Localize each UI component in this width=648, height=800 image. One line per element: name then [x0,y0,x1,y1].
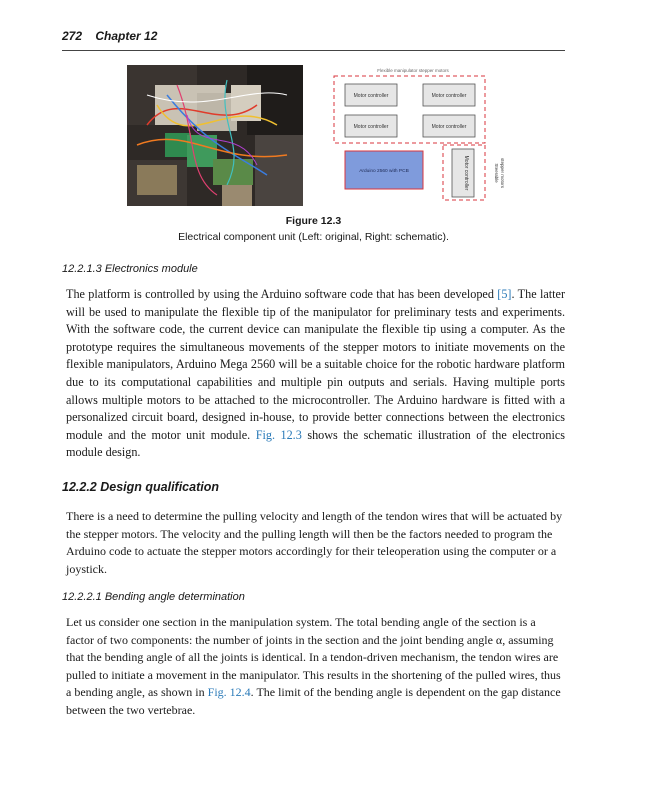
section-heading-electronics: 12.2.1.3 Electronics module [62,263,198,275]
vertical-motor-controller-box [452,149,474,197]
side-label-steerable: Steerable [494,163,499,183]
electronics-photo [127,65,303,206]
electronics-schematic [328,65,506,210]
side-label-stepper-motors: stepper motors [500,157,505,189]
motor-controller-label: Motor controller [431,93,467,99]
paragraph-text: . The limit of the bending angle is dependent on the gap distance between the two vertebrae. [66,685,561,717]
figure-label: Figure 12.3 [285,215,342,227]
figure-caption: Electrical component unit (Left: original, Right: schematic). [178,231,449,243]
page-number: 272 [62,29,83,43]
running-header [62,29,157,43]
motor-controller-label: Motor controller [431,124,467,130]
paragraph-text: The platform is controlled by using the Arduino software code that has been developed [66,287,498,301]
paragraph-bending-angle [66,614,565,720]
paragraph-text: Let us consider one section in the manipulation system. The total bending angle of the section is a factor of two components: the number of joints in the section and the joint bending angle α, assuming that the bending angle of all the joints is identical. In a tendon-driven mechanism, the tendon wires are pulled to initiate a movement in the manipulator. This results in the shortening of the pulled wires, thus a bending angle, as shown in [66,615,561,700]
motor-controller-label: Motor controller [353,93,389,99]
reference-link[interactable]: [5] [497,287,512,301]
section-heading-bending-angle: 12.2.2.1 Bending angle determination [62,591,245,603]
electronics-photo-drawing [127,65,303,206]
chapter-title: Chapter 12 [95,29,158,43]
paragraph-text: shows the schematic illustration of the electronics module design. [66,427,566,460]
header-rule [62,50,565,51]
paragraph-design-qualification: There is a need to determine the pulling velocity and length of the tendon wires that will be actuated by the stepper motors. The velocity and the pulling length will then be the factors needed to program the Arduino code to actuate the stepper motors accordingly for their teleoperation using the computer or a joystick. [66,509,563,576]
figure-link[interactable]: Fig. 12.4 [207,685,251,700]
paragraph-electronics [66,286,565,462]
figure-link[interactable]: Fig. 12.3 [255,427,302,442]
paragraph-text: . The latter will be used to manipulate the flexible tip of the manipulator for preliminary tests and experiments. With the software code, the current device can manipulate the flexible tip using a computer. As the prototype requires the simultaneous movements of the stepper motors to initiate movements on the flexible manipulators, Arduino Mega 2560 will be a suitable choice for the robotic hardware platform due to its computational capabilities and multiple pin outputs and serials. Having multiple ports allows multiple motors to be attached to the microcontroller. The Arduino hardware is fitted with a personalized circuit board, designed in-house, to provide better connections between the electronics module and the motor unit module. [66,287,565,442]
schematic-title: Flexible manipulator stepper motors [377,68,449,73]
arduino-label: Arduino 2560 with PCB [359,169,409,174]
motor-controller-label: Motor controller [353,124,389,130]
vertical-motor-controller-label: Motor controller [463,155,469,191]
section-heading-design-qualification: 12.2.2 Design qualification [62,480,219,494]
